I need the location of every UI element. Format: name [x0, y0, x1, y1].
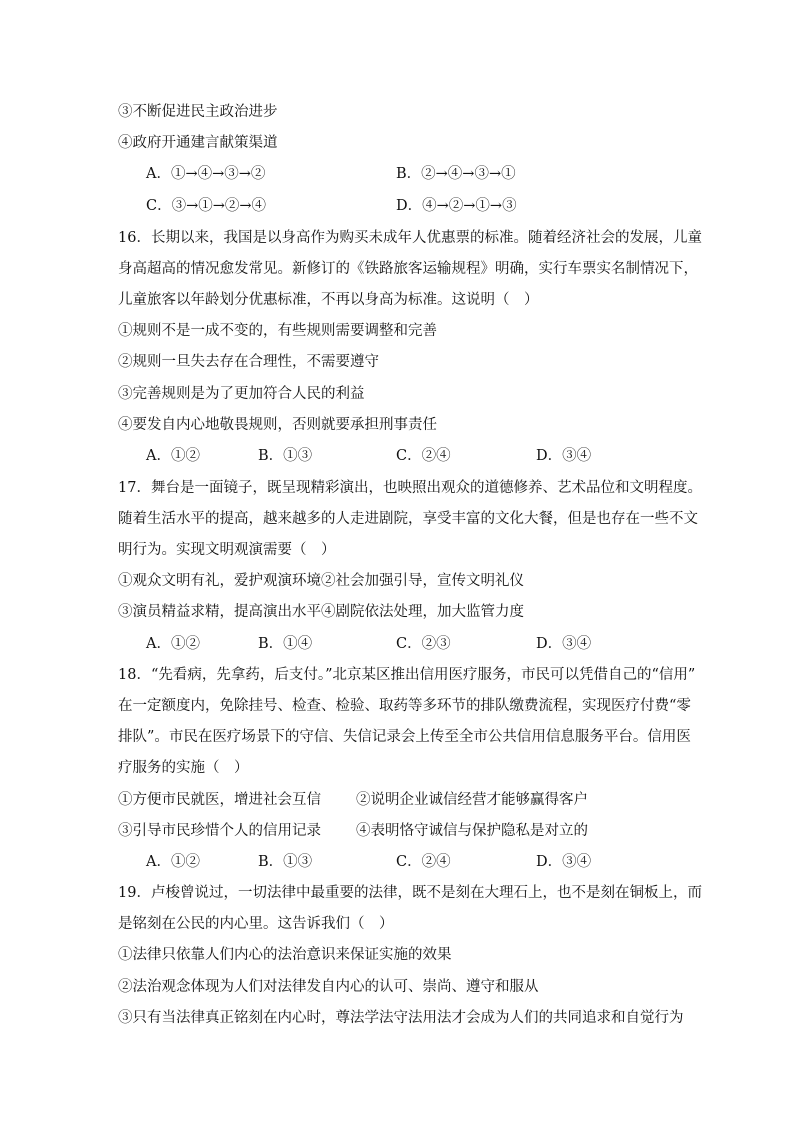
intro-option-d: D．④→②→①→③ — [396, 198, 517, 214]
q17-option-b: B．①④ — [258, 636, 313, 652]
q18-item-3: ③引导市民珍惜个人的信用记录 — [118, 823, 321, 839]
q18-item-2: ②说明企业诚信经营才能够赢得客户 — [356, 792, 588, 808]
q19-item-1: ①法律只依靠人们内心的法治意识来保证实施的效果 — [118, 947, 452, 963]
q16-stem-line: 儿童旅客以年龄划分优惠标准，不再以身高为标准。这说明（ ） — [118, 292, 539, 308]
q17-stem-line: 17．舞台是一面镜子，既呈现精彩演出，也映照出观众的道德修养、艺术品位和文明程度。 — [118, 480, 702, 496]
q17-stem-line: 随着生活水平的提高，越来越多的人走进剧院，享受丰富的文化大餐，但是也存在一些不文 — [118, 511, 698, 527]
q18-stem-line: 疗服务的实施（ ） — [118, 760, 249, 776]
q17-item-1-2: ①观众文明有礼，爱护观演环境②社会加强引导，宣传文明礼仪 — [118, 573, 524, 589]
q17-item-3-4: ③演员精益求精，提高演出水平④剧院依法处理，加大监管力度 — [118, 604, 524, 620]
q18-stem-line: 在一定额度内，免除挂号、检查、检验、取药等多环节的排队缴费流程，实现医疗付费“零 — [118, 698, 691, 714]
q19-stem-line: 19．卢梭曾说过，一切法律中最重要的法律，既不是刻在大理石上，也不是刻在铜板上，而 — [118, 885, 702, 901]
q16-item-4: ④要发自内心地敬畏规则，否则就要承担刑事责任 — [118, 417, 437, 433]
q16-option-b: B．①③ — [258, 448, 313, 464]
intro-option-b: B．②→④→③→① — [396, 166, 516, 182]
intro-item-4: ④政府开通建言献策渠道 — [118, 135, 278, 151]
q18-option-c: C．②④ — [396, 854, 451, 870]
q18-stem-line: 排队”。市民在医疗场景下的守信、失信记录会上传至全市公共信用信息服务平台。信用医 — [118, 729, 691, 745]
q18-option-a: A．①② — [146, 854, 200, 870]
intro-option-c: C．③→①→②→④ — [146, 198, 267, 214]
q16-item-2: ②规则一旦失去存在合理性，不需要遵守 — [118, 354, 379, 370]
q18-item-1: ①方便市民就医，增进社会互信 — [118, 792, 321, 808]
intro-option-a: A．①→④→③→② — [146, 166, 266, 182]
q16-stem-line: 身高超高的情况愈发常见。新修订的《铁路旅客运输规程》明确，实行车票实名制情况下， — [118, 261, 698, 277]
intro-item-3: ③不断促进民主政治进步 — [118, 104, 278, 120]
q17-option-c: C．②③ — [396, 636, 451, 652]
q17-stem-line: 明行为。实现文明观演需要（ ） — [118, 542, 336, 558]
q17-option-a: A．①② — [146, 636, 200, 652]
q17-option-d: D．③④ — [536, 636, 592, 652]
q16-item-1: ①规则不是一成不变的，有些规则需要调整和完善 — [118, 323, 437, 339]
q16-option-d: D．③④ — [536, 448, 592, 464]
q18-stem-line: 18．“先看病，先拿药，后支付。”北京某区推出信用医疗服务，市民可以凭借自己的“信用” — [118, 667, 696, 683]
q19-item-3: ③只有当法律真正铭刻在内心时，尊法学法守法用法才会成为人们的共同追求和自觉行为 — [118, 1010, 684, 1026]
q19-item-2: ②法治观念体现为人们对法律发自内心的认可、崇尚、遵守和服从 — [118, 979, 539, 995]
q16-item-3: ③完善规则是为了更加符合人民的利益 — [118, 386, 365, 402]
q16-option-a: A．①② — [146, 448, 200, 464]
q18-item-4: ④表明恪守诚信与保护隐私是对立的 — [356, 823, 588, 839]
q16-option-c: C．②④ — [396, 448, 451, 464]
q19-stem-line: 是铭刻在公民的内心里。这告诉我们（ ） — [118, 916, 394, 932]
q18-option-d: D．③④ — [536, 854, 592, 870]
q18-option-b: B．①③ — [258, 854, 313, 870]
q16-stem-line: 16．长期以来，我国是以身高作为购买未成年人优惠票的标准。随着经济社会的发展，儿童 — [118, 230, 702, 246]
